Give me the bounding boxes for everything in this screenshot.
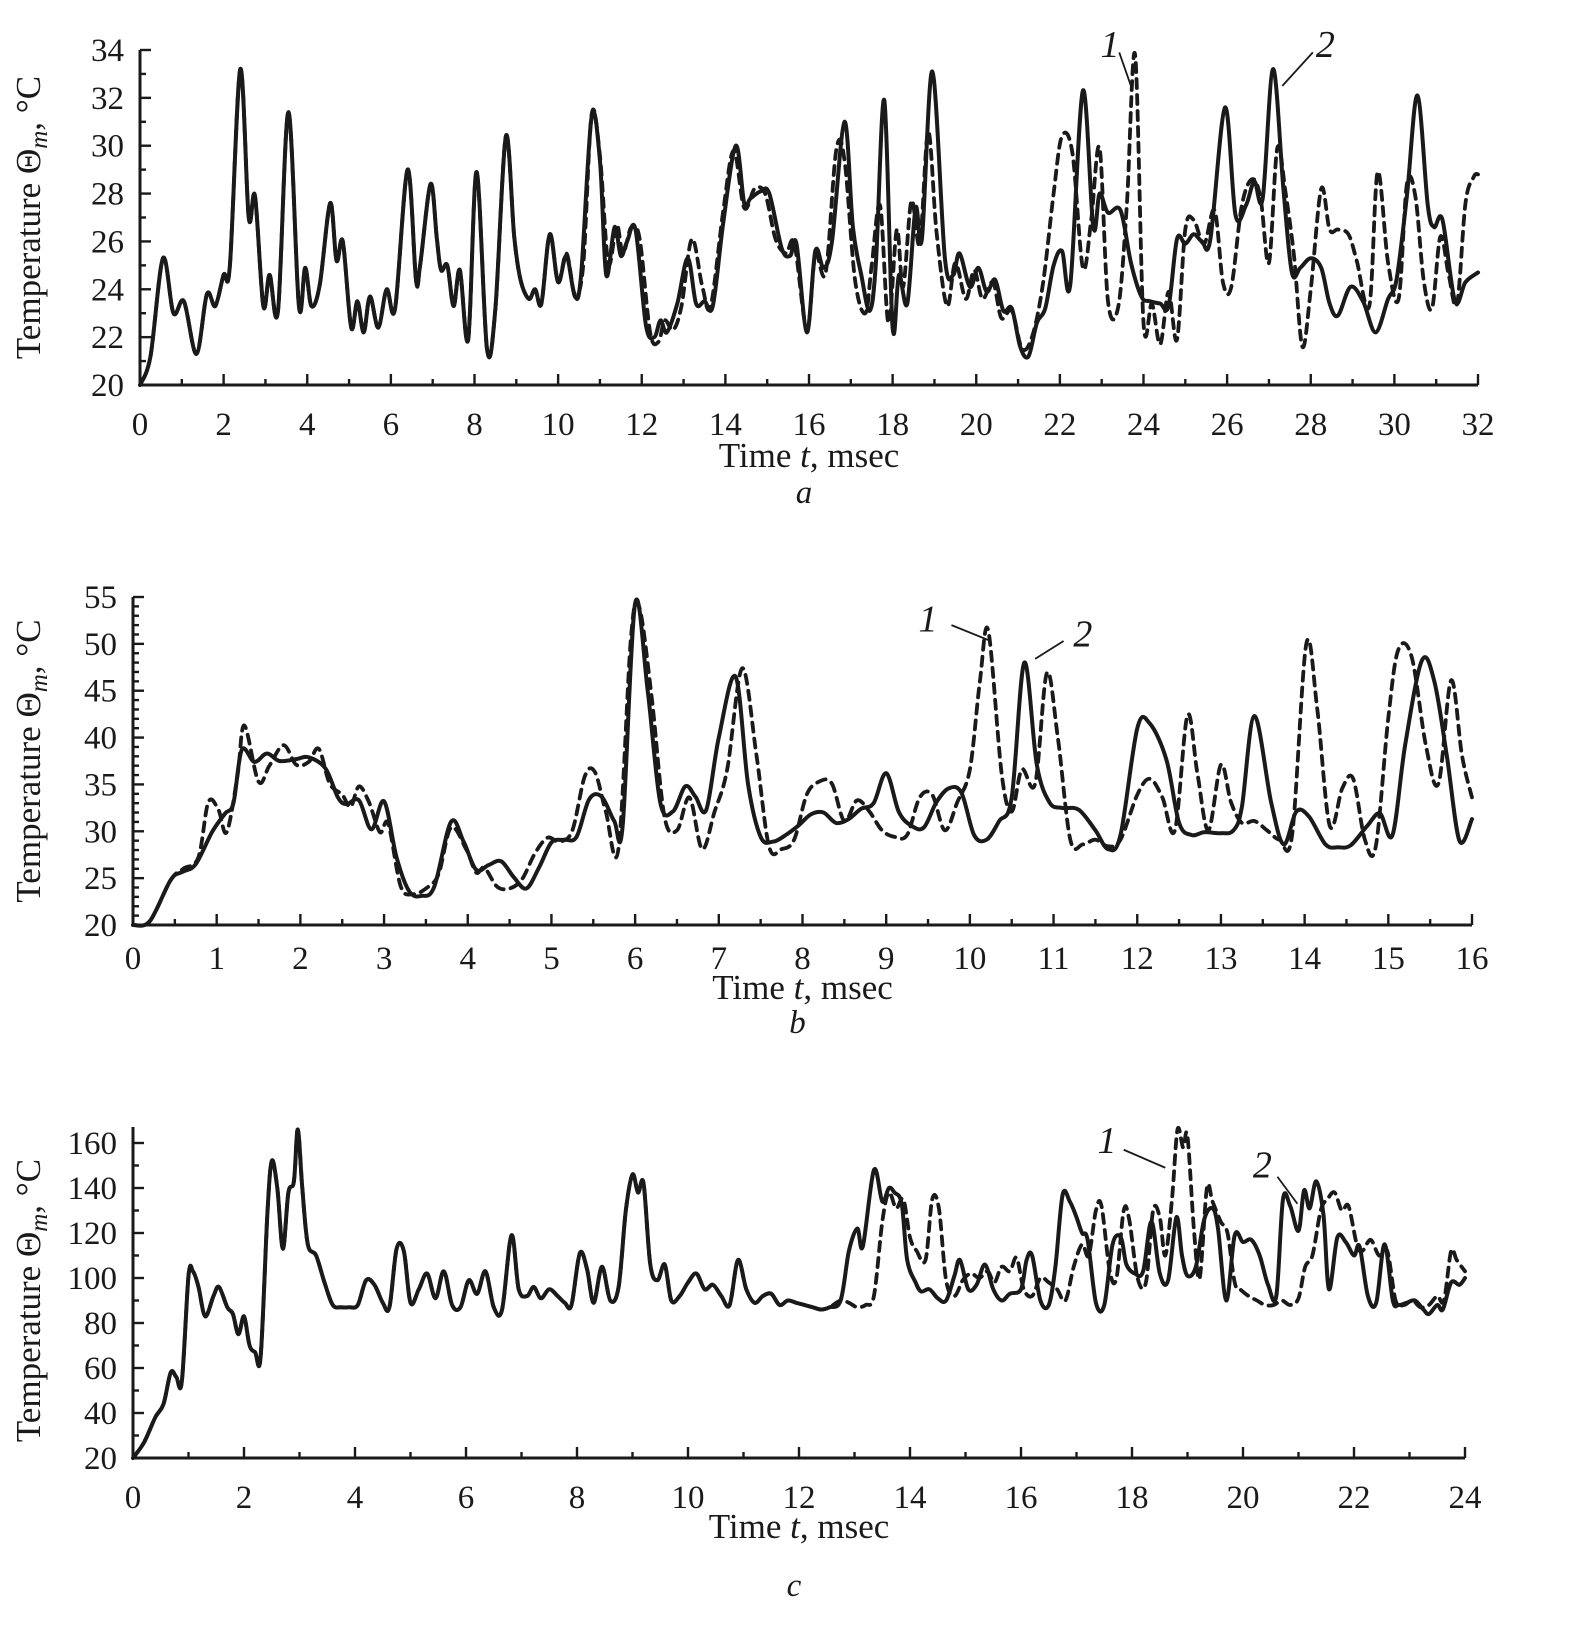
y-tick-label: 140: [67, 1171, 117, 1207]
y-tick-label: 20: [84, 1441, 117, 1477]
y-tick-label: 30: [91, 128, 124, 165]
y-tick-label: 40: [84, 720, 117, 757]
y-tick-label: 25: [84, 861, 117, 898]
x-tick-label: 10: [541, 407, 575, 443]
x-tick-label: 20: [959, 407, 993, 443]
y-tick-label: 26: [91, 224, 124, 261]
x-tick-label: 5: [543, 941, 560, 977]
y-tick-label: 32: [91, 80, 124, 117]
y-tick-label: 40: [84, 1396, 117, 1432]
leader-line-1: [1119, 52, 1132, 88]
x-tick-label: 8: [568, 1480, 586, 1516]
y-tick-label: 28: [91, 176, 124, 213]
y-tick-label: 45: [84, 673, 117, 710]
x-tick-label: 6: [457, 1480, 475, 1516]
x-tick-label: 18: [1115, 1480, 1149, 1516]
x-tick-label: 0: [124, 1480, 142, 1516]
series-label-2: 2: [1252, 1144, 1272, 1187]
panel-caption-c: c: [786, 1568, 802, 1604]
x-tick-label: 7: [710, 941, 728, 977]
y-tick-label: 50: [84, 626, 117, 663]
x-tick-label: 12: [782, 1480, 816, 1516]
series-label-1: 1: [1097, 1119, 1117, 1162]
x-tick-label: 4: [459, 941, 476, 977]
x-tick-label: 22: [1043, 407, 1077, 443]
x-axis-title: Time t, msec: [718, 436, 900, 475]
y-tick-label: 24: [91, 272, 124, 309]
chart-panel-b: [9, 580, 1489, 1041]
leader-line-1: [1124, 1150, 1166, 1168]
x-tick-label: 24: [1448, 1480, 1482, 1516]
series-2-solid-line: [133, 599, 1472, 925]
x-tick-label: 0: [131, 407, 149, 443]
x-tick-label: 18: [876, 407, 910, 443]
y-tick-label: 60: [84, 1351, 117, 1387]
x-tick-label: 3: [375, 941, 393, 977]
x-tick-label: 8: [466, 407, 483, 443]
series-2-solid-line: [140, 69, 1478, 385]
x-tick-label: 14: [1288, 941, 1322, 977]
x-tick-label: 2: [215, 407, 232, 443]
series-label-1: 1: [1100, 24, 1120, 67]
x-tick-label: 15: [1371, 941, 1405, 977]
panel-caption-b: b: [789, 1005, 806, 1041]
series-label-2: 2: [1315, 24, 1335, 67]
leader-line-2: [1035, 641, 1063, 659]
x-tick-label: 2: [292, 941, 309, 977]
y-tick-label: 35: [84, 767, 117, 804]
x-tick-label: 24: [1127, 407, 1160, 443]
y-tick-label: 20: [91, 368, 124, 404]
y-tick-label: 55: [84, 580, 117, 616]
chart-panel-a: [9, 24, 1495, 511]
y-tick-label: 20: [84, 908, 117, 944]
x-tick-label: 14: [893, 1480, 927, 1516]
x-tick-label: 20: [1226, 1480, 1260, 1516]
x-tick-label: 0: [124, 941, 142, 977]
x-tick-label: 1: [208, 941, 225, 977]
x-tick-label: 2: [235, 1480, 253, 1516]
y-tick-label: 120: [67, 1216, 117, 1252]
y-axis-title: Temperature $\Theta_m$, °C: [9, 75, 53, 360]
y-axis-title: Temperature $\Theta_m$, °C: [9, 1158, 53, 1443]
y-tick-label: 80: [84, 1306, 117, 1342]
x-tick-label: 22: [1337, 1480, 1371, 1516]
x-tick-label: 8: [794, 941, 811, 977]
chart-panel-c: [9, 1120, 1482, 1604]
x-tick-label: 11: [1037, 941, 1070, 977]
x-tick-label: 16: [792, 407, 826, 443]
series-label-2: 2: [1073, 613, 1093, 656]
x-tick-label: 6: [626, 941, 644, 977]
x-tick-label: 4: [346, 1480, 364, 1516]
leader-line-2: [1282, 52, 1313, 86]
x-tick-label: 28: [1294, 407, 1328, 443]
y-tick-label: 22: [91, 320, 124, 357]
x-tick-label: 10: [953, 941, 987, 977]
x-tick-label: 26: [1210, 407, 1244, 443]
y-tick-label: 30: [84, 814, 117, 851]
x-tick-label: 4: [299, 407, 316, 443]
y-axis-title: Temperature $\Theta_m$, °C: [9, 619, 53, 903]
x-axis-title: Time t, msec: [708, 1507, 890, 1546]
series-1-dashed-line: [133, 602, 1472, 926]
x-tick-label: 14: [708, 407, 742, 443]
x-tick-label: 10: [671, 1480, 705, 1516]
x-tick-label: 16: [1455, 941, 1489, 977]
x-tick-label: 6: [382, 407, 400, 443]
y-tick-label: 34: [91, 33, 124, 69]
x-tick-label: 32: [1461, 407, 1495, 443]
x-tick-label: 16: [1004, 1480, 1038, 1516]
x-axis-title: Time t, msec: [712, 968, 893, 1007]
x-tick-label: 9: [877, 941, 895, 977]
panel-caption-a: a: [795, 475, 813, 511]
series-label-1: 1: [918, 598, 938, 641]
y-tick-label: 100: [67, 1261, 117, 1297]
x-tick-label: 12: [625, 407, 659, 443]
x-tick-label: 30: [1377, 407, 1411, 443]
x-tick-label: 13: [1204, 941, 1238, 977]
axis-lines-b: [133, 597, 1472, 925]
x-tick-label: 12: [1120, 941, 1154, 977]
y-tick-label: 160: [67, 1126, 117, 1162]
